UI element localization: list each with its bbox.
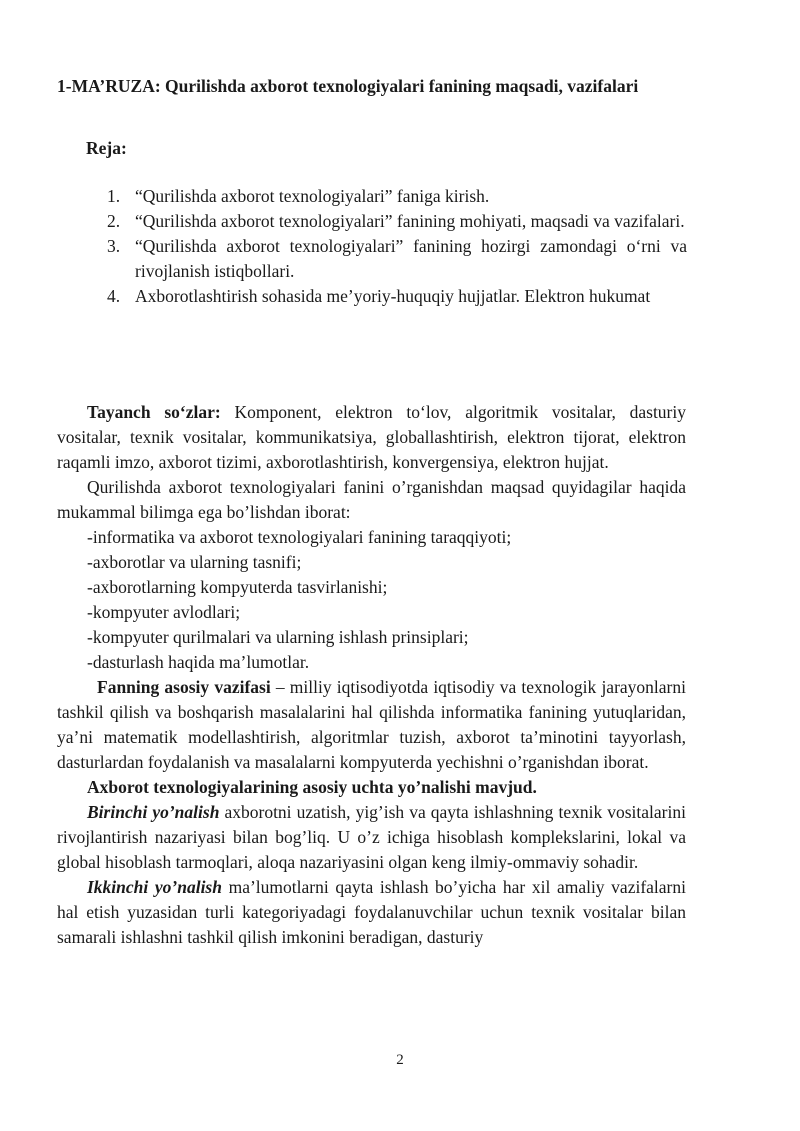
keywords-text: Komponent, elektron to‘lov, algoritmik vositalar, dasturiy vositalar, texnik vositalar, kommunikatsiya, globallashtirish, elektron tijorat, elektron raqamli imzo, axborot tizimi, axborotlashtirish, konvergensiya, elektron hujjat.: [57, 402, 686, 472]
first-direction-paragraph: [57, 800, 686, 875]
keywords-label: Tayanch so‘zlar:: [87, 402, 221, 422]
plan-list: [107, 184, 687, 309]
goal-paragraph: Qurilishda axborot texnologiyalari fanini o’rganishdan maqsad quyidagilar haqida mukammal bilimga ega bo’lishdan iborat:: [57, 477, 686, 522]
plan-item-text: “Qurilishda axborot texnologiyalari” fanining mohiyati, maqsadi va vazifalari.: [135, 211, 685, 231]
plan-item-text: Axborotlashtirish sohasida me’yoriy-huquqiy hujjatlar. Elektron hukumat: [135, 286, 651, 306]
first-direction-label: Birinchi yo’nalish: [87, 802, 220, 822]
plan-item: [107, 234, 687, 284]
plan-item: [107, 284, 687, 309]
goal-item: -dasturlash haqida ma’lumotlar.: [87, 652, 310, 672]
plan-item-number: 4.: [107, 286, 121, 306]
plan-item-number: 1.: [107, 186, 121, 206]
page-number: 2: [396, 1052, 404, 1068]
plan-heading: Reja:: [86, 138, 127, 158]
second-direction-paragraph: [57, 875, 686, 950]
keywords-paragraph: [57, 400, 686, 475]
task-text: – milliy iqtisodiyotda iqtisodiy va texnologik jarayonlarni tashkil qilish va boshqarish masalalarini hal qilishda informatika fanining yutuqlaridan, ya’ni matematik modellashtirish, algoritmlar tuzish, axborot ta’minotini tayyorlash, dasturlardan foydalanish va masalalarni kompyuterda yechishni o’rganishdan iborat.: [57, 677, 686, 772]
first-direction-text: axborotni uzatish, yig’ish va qayta ishlashning texnik vositalarini rivojlantirish nazariyasi bilan bog’liq. U o’z ichiga hisoblash komplekslarini, lokal va global hisoblash tarmoqlari, aloqa nazariyasini olgan keng ilmiy-ommaviy sohadir.: [57, 802, 686, 872]
plan-item-text: “Qurilishda axborot texnologiyalari” faniga kirish.: [135, 186, 490, 206]
task-paragraph: [57, 675, 686, 775]
directions-heading: Axborot texnologiyalarining asosiy uchta yo’nalishi mavjud.: [87, 777, 537, 797]
plan-item-number: 3.: [107, 236, 121, 256]
document-body: [57, 400, 686, 950]
lecture-title: 1-MA’RUZA: Qurilishda axborot texnologiyalari fanining maqsadi, vazifalari: [57, 76, 639, 96]
goal-item: -axborotlarning kompyuterda tasvirlanishi;: [87, 577, 388, 597]
plan-item-number: 2.: [107, 211, 121, 231]
goal-item: -kompyuter qurilmalari va ularning ishlash prinsiplari;: [87, 627, 469, 647]
second-direction-label: Ikkinchi yo’nalish: [87, 877, 222, 897]
plan-item-text: “Qurilishda axborot texnologiyalari” fanining hozirgi zamondagi o‘rni va rivojlanish istiqbollari.: [135, 236, 687, 281]
goal-item: -kompyuter avlodlari;: [87, 602, 241, 622]
second-direction-text: ma’lumotlarni qayta ishlash bo’yicha har xil amaliy vazifalarni hal etish yuzasidan turli kategoriyadagi foydalanuvchilar uchun texnik vositalar bilan samarali ishlashni tashkil qilish imkonini beradigan, dasturiy: [57, 877, 686, 947]
task-label: Fanning asosiy vazifasi: [97, 677, 271, 697]
goal-item: -axborotlar va ularning tasnifi;: [87, 552, 302, 572]
goal-item: -informatika va axborot texnologiyalari fanining taraqqiyoti;: [87, 527, 512, 547]
plan-item: [107, 209, 687, 234]
plan-item: [107, 184, 687, 209]
